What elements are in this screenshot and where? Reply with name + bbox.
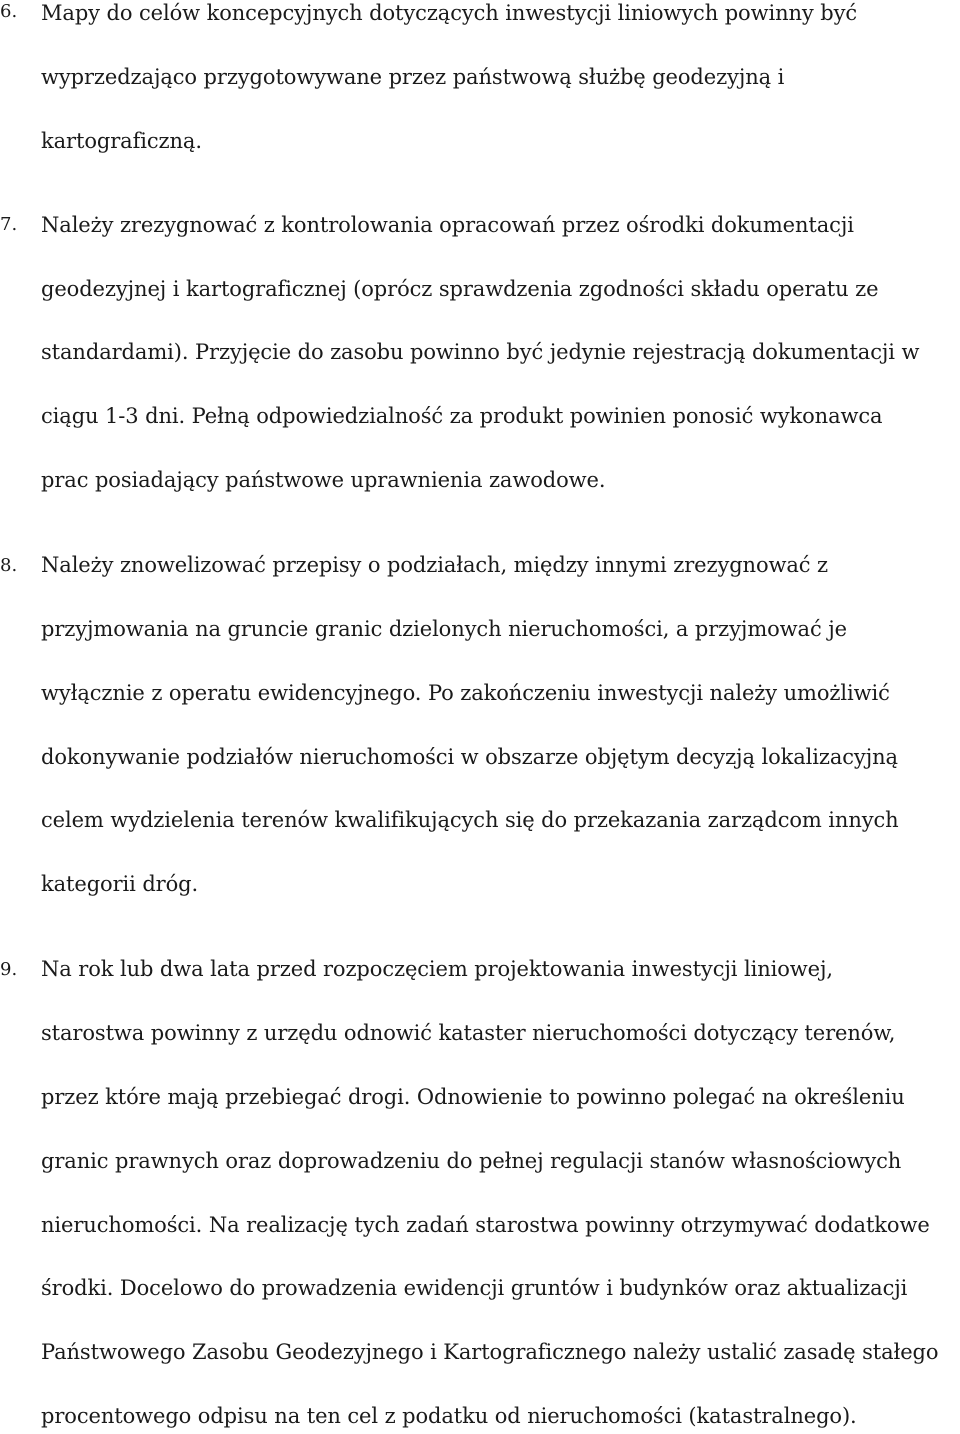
item-text-line: Na rok lub dwa lata przed rozpoczęciem projektowania inwestycji liniowej, [41,957,833,981]
item-text-line: prac posiadający państwowe uprawnienia zawodowe. [41,468,606,492]
item-text-line: wyprzedzająco przygotowywane przez państwową służbę geodezyjną i [41,65,785,89]
item-text-line: Mapy do celów koncepcyjnych dotyczących inwestycji liniowych powinny być [41,1,858,25]
item-text-line: przyjmowania na gruncie granic dzielonych nieruchomości, a przyjmować je [41,617,847,641]
item-text-line: standardami). Przyjęcie do zasobu powinno być jedynie rejestracją dokumentacji w [41,340,920,364]
item-text-line: nieruchomości. Na realizację tych zadań starostwa powinny otrzymywać dodatkowe [41,1213,930,1237]
item-text-line: kartograficzną. [41,129,202,153]
item-text-line: wyłącznie z operatu ewidencyjnego. Po zakończeniu inwestycji należy umożliwić [41,681,890,705]
item-number: 6. [0,1,18,22]
item-text-line: procentowego odpisu na ten cel z podatku od nieruchomości (katastralnego). [41,1404,857,1428]
item-text-line: kategorii dróg. [41,872,199,896]
item-text-line: Należy znowelizować przepisy o podziałach, między innymi zrezygnować z [41,553,829,577]
item-text-line: Państwowego Zasobu Geodezyjnego i Kartograficznego należy ustalić zasadę stałego [41,1340,939,1364]
item-text-line: środki. Docelowo do prowadzenia ewidencji gruntów i budynków oraz aktualizacji [41,1276,908,1300]
item-text-line: ciągu 1-3 dni. Pełną odpowiedzialność za produkt powinien ponosić wykonawca [41,404,883,428]
item-text-line: celem wydzielenia terenów kwalifikujących się do przekazania zarządcom innych [41,808,899,832]
item-number: 8. [0,555,18,576]
item-text-line: granic prawnych oraz doprowadzeniu do pełnej regulacji stanów własnościowych [41,1149,902,1173]
item-text-line: Należy zrezygnować z kontrolowania opracowań przez ośrodki dokumentacji [41,213,854,237]
item-text-line: przez które mają przebiegać drogi. Odnowienie to powinno polegać na określeniu [41,1085,905,1109]
item-number: 9. [0,959,18,980]
item-text-line: dokonywanie podziałów nieruchomości w obszarze objętym decyzją lokalizacyjną [41,745,898,769]
item-text-line: geodezyjnej i kartograficznej (oprócz sprawdzenia zgodności składu operatu ze [41,277,879,301]
item-number: 7. [0,214,18,235]
item-text-line: starostwa powinny z urzędu odnowić kataster nieruchomości dotyczący terenów, [41,1021,896,1045]
